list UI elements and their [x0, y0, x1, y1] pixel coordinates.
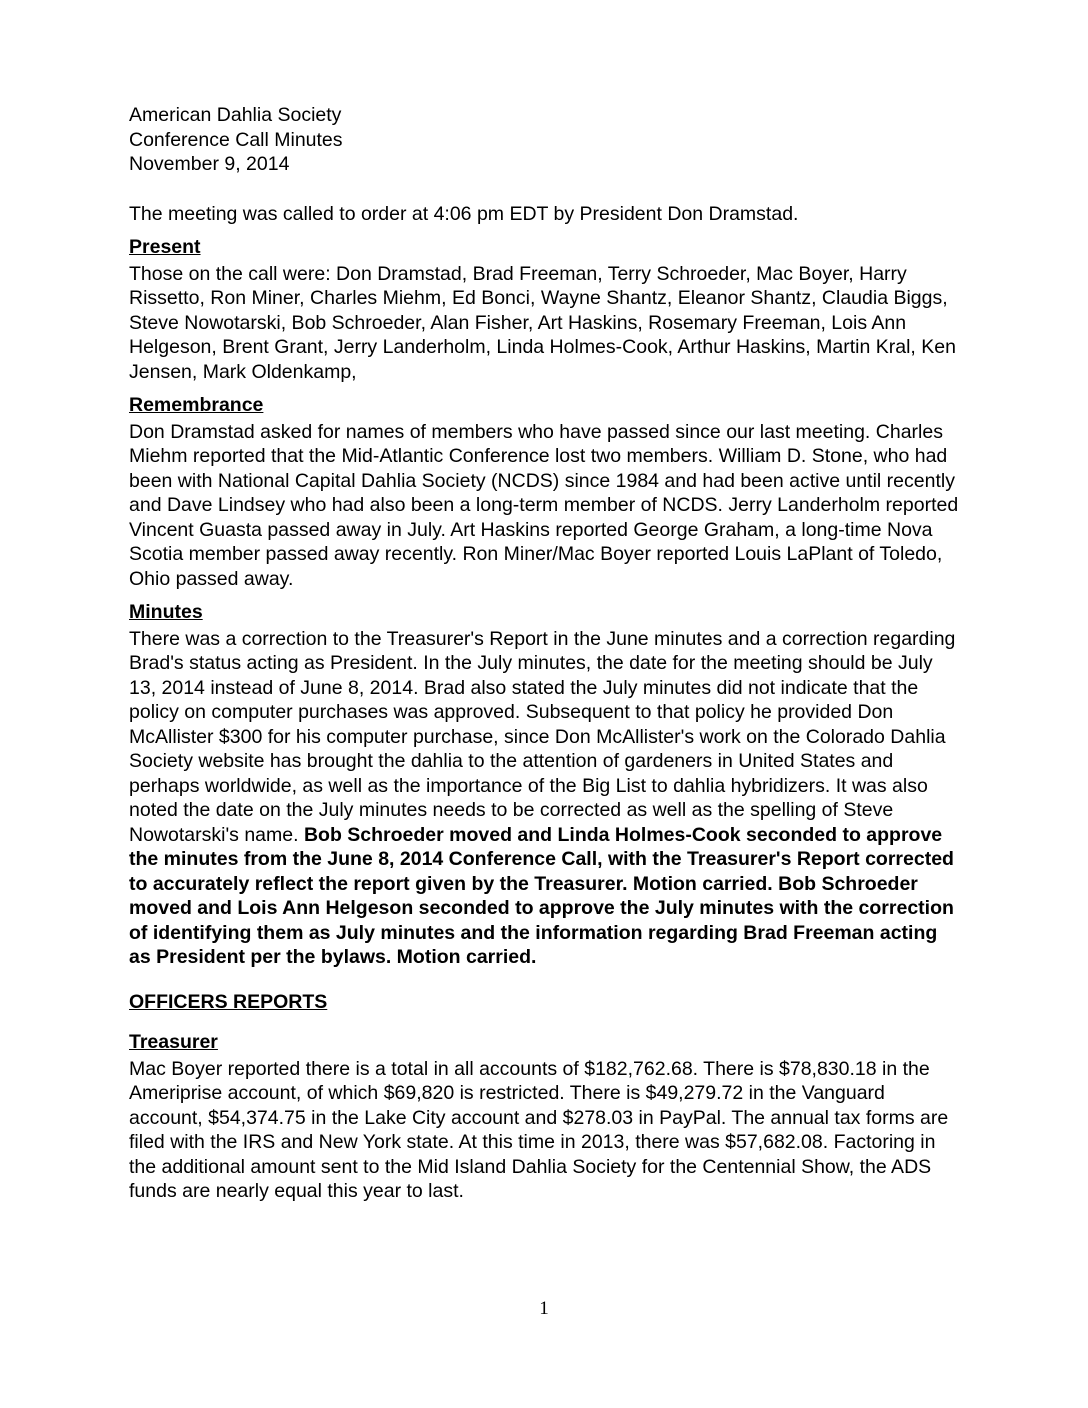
treasurer-heading: Treasurer [129, 1031, 218, 1053]
page-number: 1 [539, 1298, 549, 1319]
present-heading: Present [129, 236, 201, 258]
minutes-discussion: There was a correction to the Treasurer's Report in the June minutes and a correction regarding Brad's status acting as President. In the July minutes, the date for the meeting should be July 13, 2014 instead of June 8, 2014. Brad also stated the July minutes did not indicate that the policy on computer purchases was approved. Subsequent to that policy he provided Don McAllister $300 for his computer purchase, since Don McAllister's work on the Colorado Dahlia Society website has brought the dahlia to the attention of gardeners in United States and perhaps worldwide, as well as the importance of the Big List to dahlia hybridizers. It was also noted the date on the July minutes needs to be corrected as well as the spelling of Steve Nowotarski's name. [129, 627, 956, 846]
present-text: Those on the call were: Don Dramstad, Brad Freeman, Terry Schroeder, Mac Boyer, Harry Rissetto, Ron Miner, Charles Miehm, Ed Bonci, Wayne Shantz, Eleanor Shantz, Claudia Biggs, Steve Nowotarski, Bob Schroeder, Alan Fisher, Art Haskins, Rosemary Freeman, Lois Ann Helgeson, Brent Grant, Jerry Landerholm, Linda Holmes-Cook, Arthur Haskins, Martin Kral, Ken Jensen, Mark Oldenkamp, [129, 262, 956, 383]
officers-reports-heading: OFFICERS REPORTS [129, 990, 328, 1013]
minutes-text [129, 627, 964, 970]
minutes-motion: Bob Schroeder moved and Linda Holmes-Cook seconded to approve the minutes from the June 8, 2014 Conference Call, with the Treasurer's Report corrected to accurately reflect the report given by the Treasurer. Motion carried. Bob Schroeder moved and Lois Ann Helgeson seconded to approve the July minutes with the correction of identifying them as July minutes and the information regarding Brad Freeman acting as President per the bylaws. Motion carried. [129, 823, 954, 968]
document-type: Conference Call Minutes [129, 128, 343, 151]
remembrance-heading: Remembrance [129, 394, 264, 416]
minutes-heading: Minutes [129, 601, 203, 623]
meeting-date: November 9, 2014 [129, 153, 290, 175]
treasurer-text: Mac Boyer reported there is a total in all accounts of $182,762.68. There is $78,830.18 in the Ameriprise account, of which $69,820 is restricted. There is $49,279.72 in the Vanguard account, $54,374.75 in the Lake City account and $278.03 in PayPal. The annual tax forms are filed with the IRS and New York state. At this time in 2013, there was $57,682.08. Factoring in the additional amount sent to the Mid Island Dahlia Society for the Centennial Show, the ADS funds are nearly equal this year to last. [129, 1057, 949, 1202]
call-to-order: The meeting was called to order at 4:06 pm EDT by President Don Dramstad. [129, 202, 799, 225]
document-header [129, 103, 964, 177]
document-body [129, 103, 964, 1204]
organization-name: American Dahlia Society [129, 104, 342, 126]
remembrance-text: Don Dramstad asked for names of members who have passed since our last meeting. Charles Miehm reported that the Mid-Atlantic Conference lost two members. William D. Stone, who had been with National Capital Dahlia Society (NCDS) since 1984 and had been active until recently and Dave Lindsey who had also been a long-term member of NCDS. Jerry Landerholm reported Vincent Guasta passed away in July. Art Haskins reported George Graham, a long-time Nova Scotia member passed away recently. Ron Miner/Mac Boyer reported Louis LaPlant of Toledo, Ohio passed away. [129, 420, 959, 590]
